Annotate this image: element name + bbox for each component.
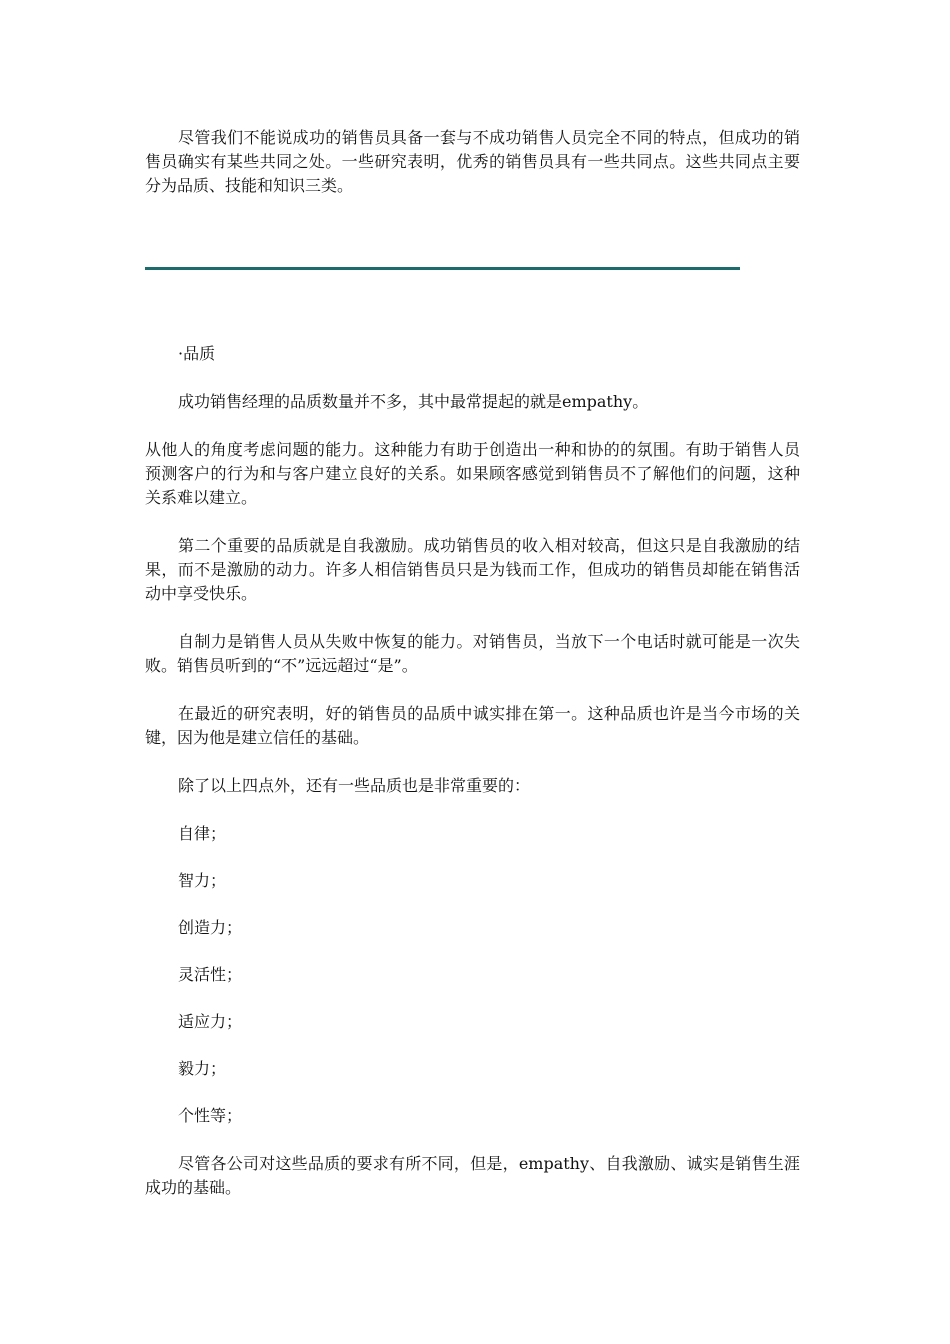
intro-paragraph: 尽管我们不能说成功的销售员具备一套与不成功销售人员完全不同的特点，但成功的销售员确实有某些共同之处。一些研究表明，优秀的销售员具有一些共同点。这些共同点主要分为品质、技能和知识三类。 [145, 128, 800, 195]
paragraph-other-qualities: 除了以上四点外，还有一些品质也是非常重要的： [178, 776, 531, 795]
list-item: 适应力； [178, 1012, 243, 1031]
conclusion-paragraph: 尽管各公司对这些品质的要求有所不同，但是，empathy、自我激励、诚实是销售生涯成功的基础。 [145, 1154, 800, 1197]
list-item: 灵活性； [178, 965, 243, 984]
paragraph-empathy: 成功销售经理的品质数量并不多，其中最常提起的就是empathy。 [178, 392, 649, 411]
list-item: 个性等； [178, 1106, 243, 1125]
section-heading-quality: ·品质 [178, 344, 216, 363]
paragraph-self-control: 自制力是销售人员从失败中恢复的能力。对销售员，当放下一个电话时就可能是一次失败。销售员听到的“不”远远超过“是”。 [145, 632, 800, 675]
horizontal-divider [145, 267, 740, 270]
list-item: 创造力； [178, 918, 243, 937]
list-item: 自律； [178, 824, 227, 843]
list-item: 智力； [178, 871, 227, 890]
list-item: 毅力； [178, 1059, 227, 1078]
paragraph-empathy-definition: 从他人的角度考虑问题的能力。这种能力有助于创造出一种和协的的氛围。有助于销售人员预测客户的行为和与客户建立良好的关系。如果顾客感觉到销售员不了解他们的问题，这种关系难以建立。 [145, 440, 800, 507]
paragraph-honesty: 在最近的研究表明，好的销售员的品质中诚实排在第一。这种品质也许是当今市场的关键，因为他是建立信任的基础。 [145, 704, 800, 747]
paragraph-self-motivation: 第二个重要的品质就是自我激励。成功销售员的收入相对较高，但这只是自我激励的结果，而不是激励的动力。许多人相信销售员只是为钱而工作，但成功的销售员却能在销售活动中享受快乐。 [145, 536, 800, 603]
